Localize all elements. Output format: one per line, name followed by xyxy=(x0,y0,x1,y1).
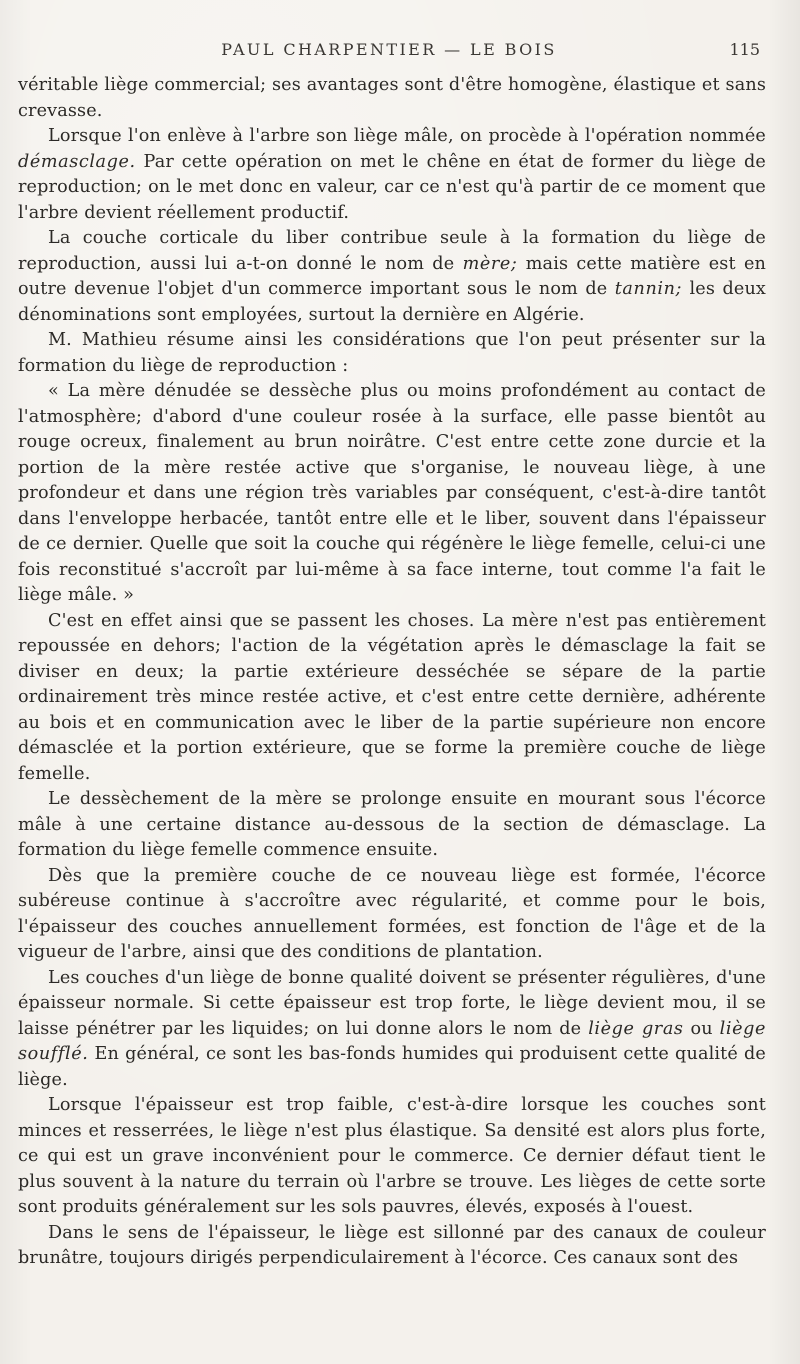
text-run: mais cette matière est en outre devenue l'objet d'un commerce important sous le nom de xyxy=(18,253,767,299)
italic-term: mère; xyxy=(462,253,518,274)
italic-term: démasclage. xyxy=(18,151,136,172)
text-run: les deux dénominations sont employées, surtout la dernière en Algérie. xyxy=(18,279,766,325)
italic-term: liège gras xyxy=(588,1018,684,1039)
italic-term: tannin; xyxy=(614,279,683,299)
paragraph-dessechement: Le dessèchement de la mère se prolonge ensuite en mourant sous l'écorce mâle à une certaine distance au-dessous de la section de démasclage. La formation du liège femelle commence ensuite. xyxy=(18,789,766,860)
text-run: Lorsque l'on enlève à l'arbre son liège mâle, on procède à l'opération nommée xyxy=(48,126,766,146)
page-header xyxy=(18,40,760,66)
text-run: Par cette opération on met le chêne en état de former du liège de reproduction; on le met donc en valeur, car ce n'est qu'à partir de ce moment que l'arbre devient réellement productif. xyxy=(18,151,766,223)
running-head: PAUL CHARPENTIER — LE BOIS xyxy=(221,40,557,59)
paragraph-quotation: « La mère dénudée se dessèche plus ou moins profondément au contact de l'atmosphère; d'abord d'une couleur rosée à la surface, elle passe bientôt au rouge ocreux, finalement au brun noirâtre. C'est entre cette zone durcie et la portion de la mère restée active que s'organise, le nouveau liège, à une profondeur et dans une région très variables par conséquent, c'est-à-dire tantôt dans l'enveloppe herbacée, tantôt entre elle et le liber, souvent dans l'épaisseur de ce dernier. Quelle que soit la couche qui régénère le liège femelle, celui-ci une fois reconstitué s'accroît par lui-même à sa face interne, tout comme l'a fait le liège mâle. » xyxy=(18,381,766,605)
text-run: ou xyxy=(683,1018,720,1039)
paragraph-mere-tannin xyxy=(18,226,766,328)
paragraph-thin-layers: Lorsque l'épaisseur est trop faible, c'est-à-dire lorsque les couches sont minces et resserrées, le liège n'est plus élastique. Sa densité est alors plus forte, ce qui est un grave inconvénient pour le commerce. Ce dernier défaut tient le plus souvent à la nature du terrain où l'arbre se trouve. Les lièges de cette sorte sont produits généralement sur les sols pauvres, élevés, exposés à l'ouest. xyxy=(18,1095,766,1217)
paragraph-mathieu: M. Mathieu résume ainsi les considérations que l'on peut présenter sur la formation du liège de reproduction : xyxy=(18,330,766,376)
text-run: En général, ce sont les bas-fonds humides qui produisent cette qualité de liège. xyxy=(18,1044,766,1090)
paragraph-continuation: véritable liège commercial; ses avantages sont d'être homogène, élastique et sans crevasse. xyxy=(18,75,766,121)
paragraph-demasclage xyxy=(18,124,766,226)
text-run: La couche corticale du liber contribue seule à la formation du liège de reproduction, aussi lui a-t-on donné le nom de xyxy=(18,228,766,274)
paragraph-growth: Dès que la première couche de ce nouveau liège est formée, l'écorce subéreuse continue à s'accroître avec régularité, et comme pour le bois, l'épaisseur des couches annuellement formées, est fonction de l'âge et de la vigueur de l'arbre, ainsi que des conditions de plantation. xyxy=(18,865,766,962)
italic-term: liège soufflé. xyxy=(18,1018,767,1064)
body-text xyxy=(18,73,766,1272)
paragraph-canals: Dans le sens de l'épaisseur, le liège est sillonné par des canaux de couleur brunâtre, toujours dirigés perpendiculairement à l'écorce. Ces canaux sont des xyxy=(18,1222,766,1268)
paragraph-effect: C'est en effet ainsi que se passent les choses. La mère n'est pas entièrement repoussée en dehors; l'action de la végétation après le démasclage la fait se diviser en deux; la partie extérieure desséchée se sépare de la partie ordinairement très mince restée active, et c'est entre cette dernière, adhérente au bois et en communication avec le liber de la partie supérieure non encore démasclée et la portion extérieure, que se forme la première couche de liège femelle. xyxy=(18,610,766,784)
page-number: 115 xyxy=(729,40,760,59)
paragraph-quality xyxy=(18,966,766,1094)
text-run: Les couches d'un liège de bonne qualité doivent se présenter régulières, d'une épaisseur normale. Si cette épaisseur est trop forte, le liège devient mou, il se laisse pénétrer par les liquides; on lui donne alors le nom de xyxy=(18,967,766,1039)
